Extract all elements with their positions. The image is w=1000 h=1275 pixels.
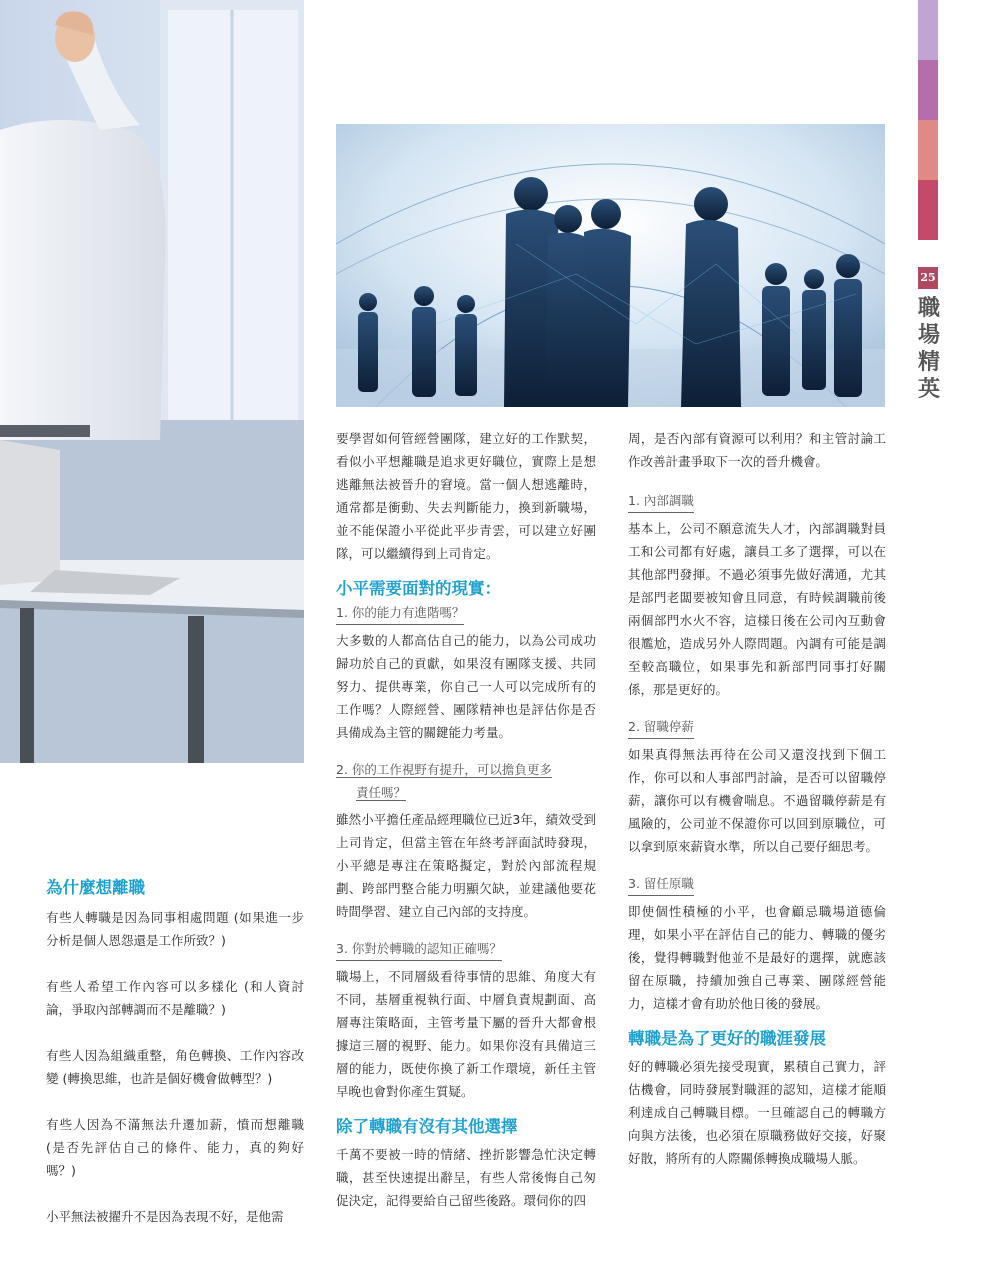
subheading-vision	[336, 758, 596, 804]
subheading-vision-line1: 2. 你的工作視野有提升，可以擔負更多	[336, 762, 552, 777]
left-paragraph: 有些人轉職是因為同事相處問題 (如果進一步分析是個人恩怨還是工作所致？)	[46, 910, 304, 948]
section-title-char: 場	[917, 322, 940, 348]
left-paragraph: 有些人因為不滿無法升遷加薪，憤而想離職 (是否先評估自己的條件、能力，真的夠好嗎？)	[46, 1117, 304, 1178]
left-paragraph: 有些人希望工作內容可以多樣化 (和人資討論，爭取內部轉調而不是離職？)	[46, 979, 304, 1017]
color-tab	[918, 60, 938, 120]
paragraph-unpaid-leave: 如果真得無法再待在公司又還沒找到下個工作，你可以和人事部門討論，是否可以留職停薪，讓你可以有機會喘息。不過留職停薪是有風險的，公司並不保證你可以回到原職位，可以拿到原來薪資水準，所以自己要仔細思考。	[628, 747, 886, 854]
subheading-internal-transfer: 1. 內部調職	[628, 489, 694, 513]
middle-column	[336, 427, 596, 1212]
section-title-char: 精	[917, 349, 940, 375]
office-photo	[0, 0, 304, 763]
paragraph-perception: 職場上，不同層級看待事情的思維、角度大有不同，基層重視執行面、中層負責規劃面、高層專注策略面，主管考量下屬的晉升大都會根據這三層的視野、能力。如果你沒有具備這三層的能力，既使你換了新工作環境，新任主管早晚也會對你產生質疑。	[336, 969, 596, 1099]
team-silhouette-art	[336, 124, 885, 407]
heading-reality: 小平需要面對的現實：	[336, 579, 501, 598]
paragraph-other-options: 千萬不要被一時的情緒、挫折影響急忙決定轉職，甚至快速提出辭呈，有些人常後悔自己匆促決定，記得要給自己留些後路。環伺你的四	[336, 1147, 596, 1208]
color-tab	[918, 0, 938, 60]
right-intro: 周，是否內部有資源可以利用？和主管討論工作改善計畫爭取下一次的晉升機會。	[628, 431, 886, 469]
office-photo-art	[0, 0, 304, 763]
left-paragraph: 小平無法被擢升不是因為表現不好，是他需	[46, 1209, 284, 1224]
color-tab	[918, 180, 938, 240]
heading-why-leave: 為什麼想離職	[46, 878, 145, 897]
paragraph-stay: 即使個性積極的小平，也會顧忌職場道德倫理，如果小平在評估自己的能力、轉職的優劣後，覺得轉職對他並不是最好的選擇，就應該留在原職，持續加強自己專業、團隊經營能力，這樣才會有助於他日後的發展。	[628, 904, 886, 1011]
heading-other-options: 除了轉職有沒有其他選擇	[336, 1117, 518, 1136]
paragraph-better-career: 好的轉職必須先接受現實，累積自己實力，評估機會，同時發展對職涯的認知，這樣才能順利達成自己轉職目標。一旦確認自己的轉職方向與方法後，也必須在原職務做好交接，好聚好散，將所有的人際關係轉換成職場人脈。	[628, 1059, 886, 1166]
paragraph-vision: 雖然小平擔任產品經理職位已近3年，績效受到上司肯定，但當主管在年終考評面試時發現，小平總是專注在策略擬定，對於內部流程規劃、跨部門整合能力明顯欠缺，並建議他要花時間學習、建立自己內部的支持度。	[336, 812, 596, 919]
page-number: 25	[918, 267, 938, 289]
section-title-char: 英	[917, 376, 940, 402]
paragraph-ability: 大多數的人都高估自己的能力，以為公司成功歸功於自己的貢獻，如果沒有團隊支援、共同努力、提供專業，你自己一人可以完成所有的工作嗎？人際經營、團隊精神也是評估你是否具備成為主管的關鍵能力考量。	[336, 633, 596, 740]
left-paragraph: 有些人因為組織重整，角色轉換、工作內容改變 (轉換思維，也許是個好機會做轉型？)	[46, 1048, 304, 1086]
subheading-ability: 1. 你的能力有進階嗎？	[336, 601, 464, 625]
subheading-vision-line2: 責任嗎？	[356, 785, 407, 800]
color-tab	[918, 120, 938, 180]
middle-intro: 要學習如何管經營團隊，建立好的工作默契，看似小平想離職是追求更好職位，實際上是想逃離無法被晉升的窘境。當一個人想逃離時，通常都是衝動、失去判斷能力，換到新職場，並不能保證小平從此平步青雲，可以建立好團隊，可以繼續得到上司肯定。	[336, 431, 596, 561]
subheading-stay: 3. 留任原職	[628, 872, 694, 896]
right-column	[628, 427, 886, 1170]
section-title-char: 職	[917, 295, 940, 321]
section-color-tabs	[918, 0, 938, 239]
team-silhouette-photo	[336, 124, 885, 407]
heading-better-career: 轉職是為了更好的職涯發展	[628, 1029, 826, 1048]
subheading-unpaid-leave: 2. 留職停薪	[628, 715, 694, 739]
left-column	[46, 876, 304, 1228]
paragraph-internal-transfer: 基本上，公司不願意流失人才，內部調職對員工和公司都有好處，讓員工多了選擇，可以在其他部門發揮。不過必須事先做好溝通，尤其是部門老闆要被知會且同意，有時候調職前後兩個部門水火不容，這樣日後在公司內互動會很尷尬，造成另外人際問題。內調有可能是調至較高職位，如果事先和新部門同事打好關係，那是更好的。	[628, 521, 886, 697]
section-title	[916, 295, 942, 403]
subheading-perception: 3. 你對於轉職的認知正確嗎？	[336, 937, 502, 961]
